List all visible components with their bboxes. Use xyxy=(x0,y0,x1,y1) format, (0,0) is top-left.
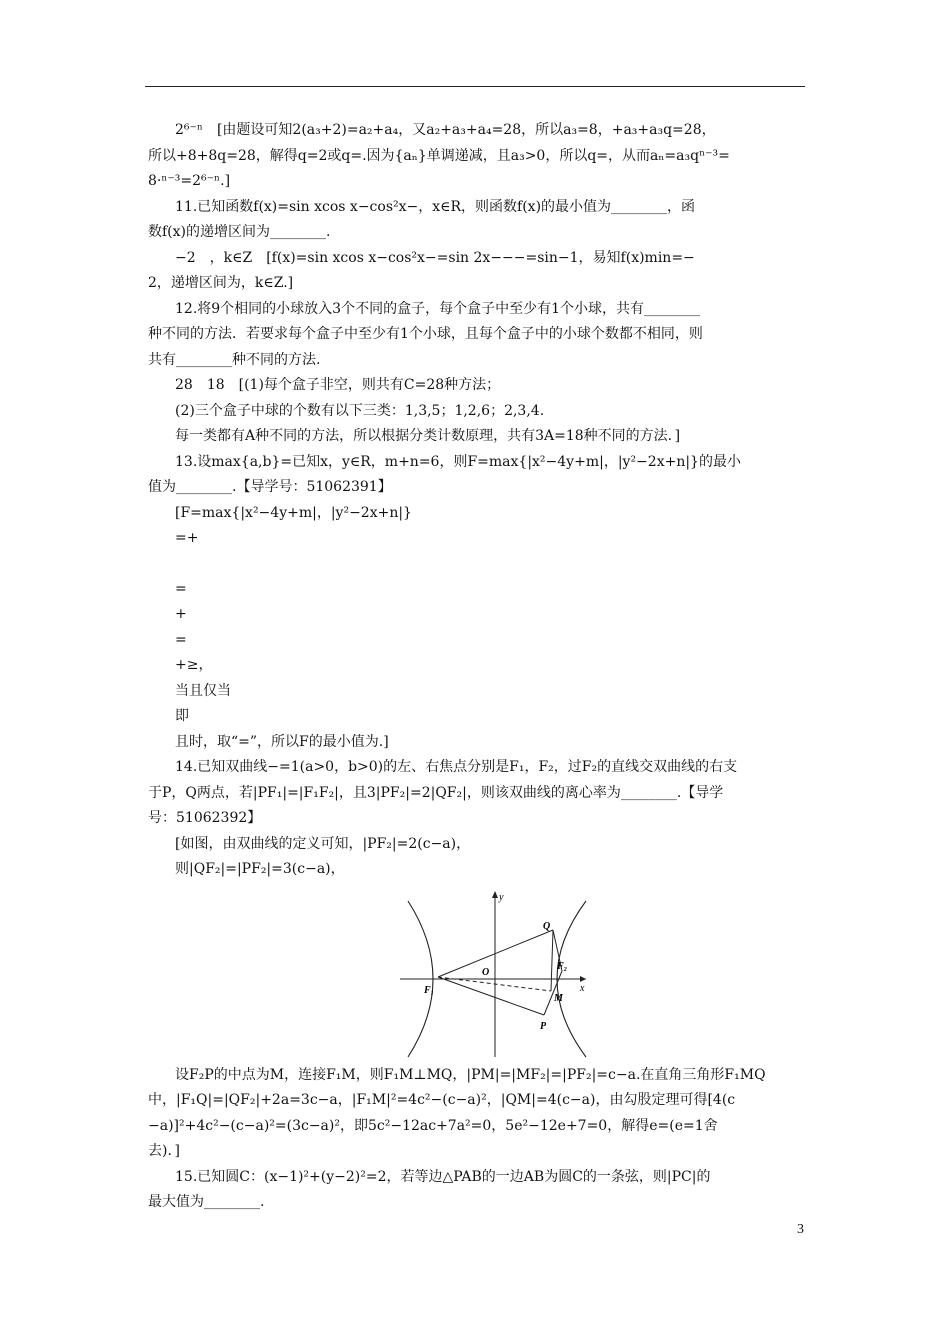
x-axis-arrow xyxy=(580,976,586,982)
label-P: P xyxy=(540,1020,547,1032)
answer-12-line-1: 28 18 [(1)每个盒子非空，则共有C=28种方法； xyxy=(175,377,501,393)
question-14-line-3: 号：51062392】 xyxy=(148,810,262,826)
answer-10-line-2: 所以+8+8q=28，解得q=2或q=.因为{aₙ}单调递减，且a₃>0，所以q=，从而aₙ=a₃qⁿ⁻³= xyxy=(148,147,730,164)
label-Q: Q xyxy=(543,920,551,932)
question-15-line-1: 15.已知圆C：(x−1)²+(y−2)²=2，若等边△PAB的一边AB为圆C的一条弦，则|PC|的 xyxy=(175,1168,711,1185)
answer-13-line-2: =+ xyxy=(175,530,199,546)
header-rule xyxy=(145,86,805,87)
label-y: y xyxy=(499,891,504,903)
answer-14-line-2: 则|QF₂|=|PF₂|=3(c−a)， xyxy=(175,861,345,877)
answer-14-line-6: 去)．] xyxy=(148,1143,180,1159)
answer-14-line-4: 中，|F₁Q|=|QF₂|+2a=3c−a，|F₁M|²=4c²−(c−a)²，|QM|=4(c−a)，由勾股定理可得[4(c xyxy=(148,1092,736,1108)
segment-F1P xyxy=(438,977,544,1015)
answer-14-line-5: −a)]²+4c²−(c−a)²=(3c−a)²，即5c²−12ac+7a²=0，5e²−12e+7=0，解得e=(e=1舍 xyxy=(148,1117,718,1134)
answer-10-line-3: 8·ⁿ⁻³=2⁶⁻ⁿ.] xyxy=(148,173,231,189)
question-13-line-2: 值为________.【导学号：51062391】 xyxy=(148,479,392,495)
question-15-line-2: 最大值为________. xyxy=(148,1194,265,1210)
question-14-line-2: 于P，Q两点，若|PF₁|=|F₁F₂|，且3|PF₂|=2|QF₂|，则该双曲线的离心率为________.【导学 xyxy=(148,784,724,801)
question-12-line-3: 共有________种不同的方法. xyxy=(148,351,321,368)
question-12-line-1: 12.将9个相同的小球放入3个不同的盒子，每个盒子中至少有1个小球，共有________ xyxy=(175,300,700,317)
answer-13-line-6: +≥， xyxy=(175,657,213,673)
label-origin: O xyxy=(482,966,490,978)
page-content xyxy=(148,118,808,1216)
label-x: x xyxy=(580,982,585,994)
answer-13-line-9: 且时，取“=”，所以F的最小值为.] xyxy=(175,733,389,750)
y-axis-arrow xyxy=(492,891,498,898)
page-number: 3 xyxy=(797,1222,804,1237)
hyperbola-diagram xyxy=(400,889,590,1059)
answer-13-line-8: 即 xyxy=(175,708,189,724)
label-F2: F₂ xyxy=(557,960,568,972)
question-13-line-1: 13.设max{a,b}=已知x，y∈R，m+n=6，则F=max{|x²−4y+m|，|y²−2x+n|}的最小 xyxy=(175,453,741,470)
question-12-line-2: 种不同的方法．若要求每个盒子中至少有1个小球，且每个盒子中的小球个数都不相同，则 xyxy=(148,326,703,342)
answer-11-line-1: −2 ，k∈Z [f(x)=sin xcos x−cos²x−=sin 2x−−−=sin−1，易知f(x)min=− xyxy=(175,249,695,266)
question-11-line-2: 数f(x)的递增区间为________. xyxy=(148,224,331,240)
segment-QM xyxy=(551,930,553,991)
answer-13-line-5: = xyxy=(175,631,187,648)
label-M: M xyxy=(554,992,563,1004)
answer-13-line-7: 当且仅当 xyxy=(175,682,231,699)
answer-10-line-1: 2⁶⁻ⁿ [由题设可知2(a₃+2)=a₂+a₄，又a₂+a₃+a₄=28，所以a₃=8，+a₃+a₃q=28， xyxy=(175,122,716,138)
question-11-line-1: 11.已知函数f(x)=sin xcos x−cos²x−，x∈R，则函数f(x)的最小值为________，函 xyxy=(175,198,696,215)
answer-12-line-2: (2)三个盒子中球的个数有以下三类：1,3,5；1,2,6；2,3,4. xyxy=(175,402,545,419)
question-14-line-1: 14.已知双曲线−=1(a>0，b>0)的左、右焦点分别是F₁，F₂，过F₂的直线交双曲线的右支 xyxy=(175,759,738,775)
answer-13-line-3: = xyxy=(175,580,187,597)
answer-13-line-1: [F=max{|x²−4y+m|，|y²−2x+n|} xyxy=(175,504,412,521)
label-F1: F₁ xyxy=(424,984,435,996)
answer-14-line-3: 设F₂P的中点为M，连接F₁M，则F₁M⊥MQ，|PM|=|MF₂|=|PF₂|=c−a.在直角三角形F₁MQ xyxy=(175,1066,766,1083)
answer-12-line-3: 每一类都有A种不同的方法，所以根据分类计数原理，共有3A=18种不同的方法．] xyxy=(175,428,681,444)
hyperbola-figure xyxy=(148,889,808,1059)
answer-14-line-1: [如图，由双曲线的定义可知，|PF₂|=2(c−a)， xyxy=(175,835,471,852)
answer-11-line-2: 2，递增区间为，k∈Z.] xyxy=(148,275,294,291)
answer-13-line-4: + xyxy=(175,606,187,622)
